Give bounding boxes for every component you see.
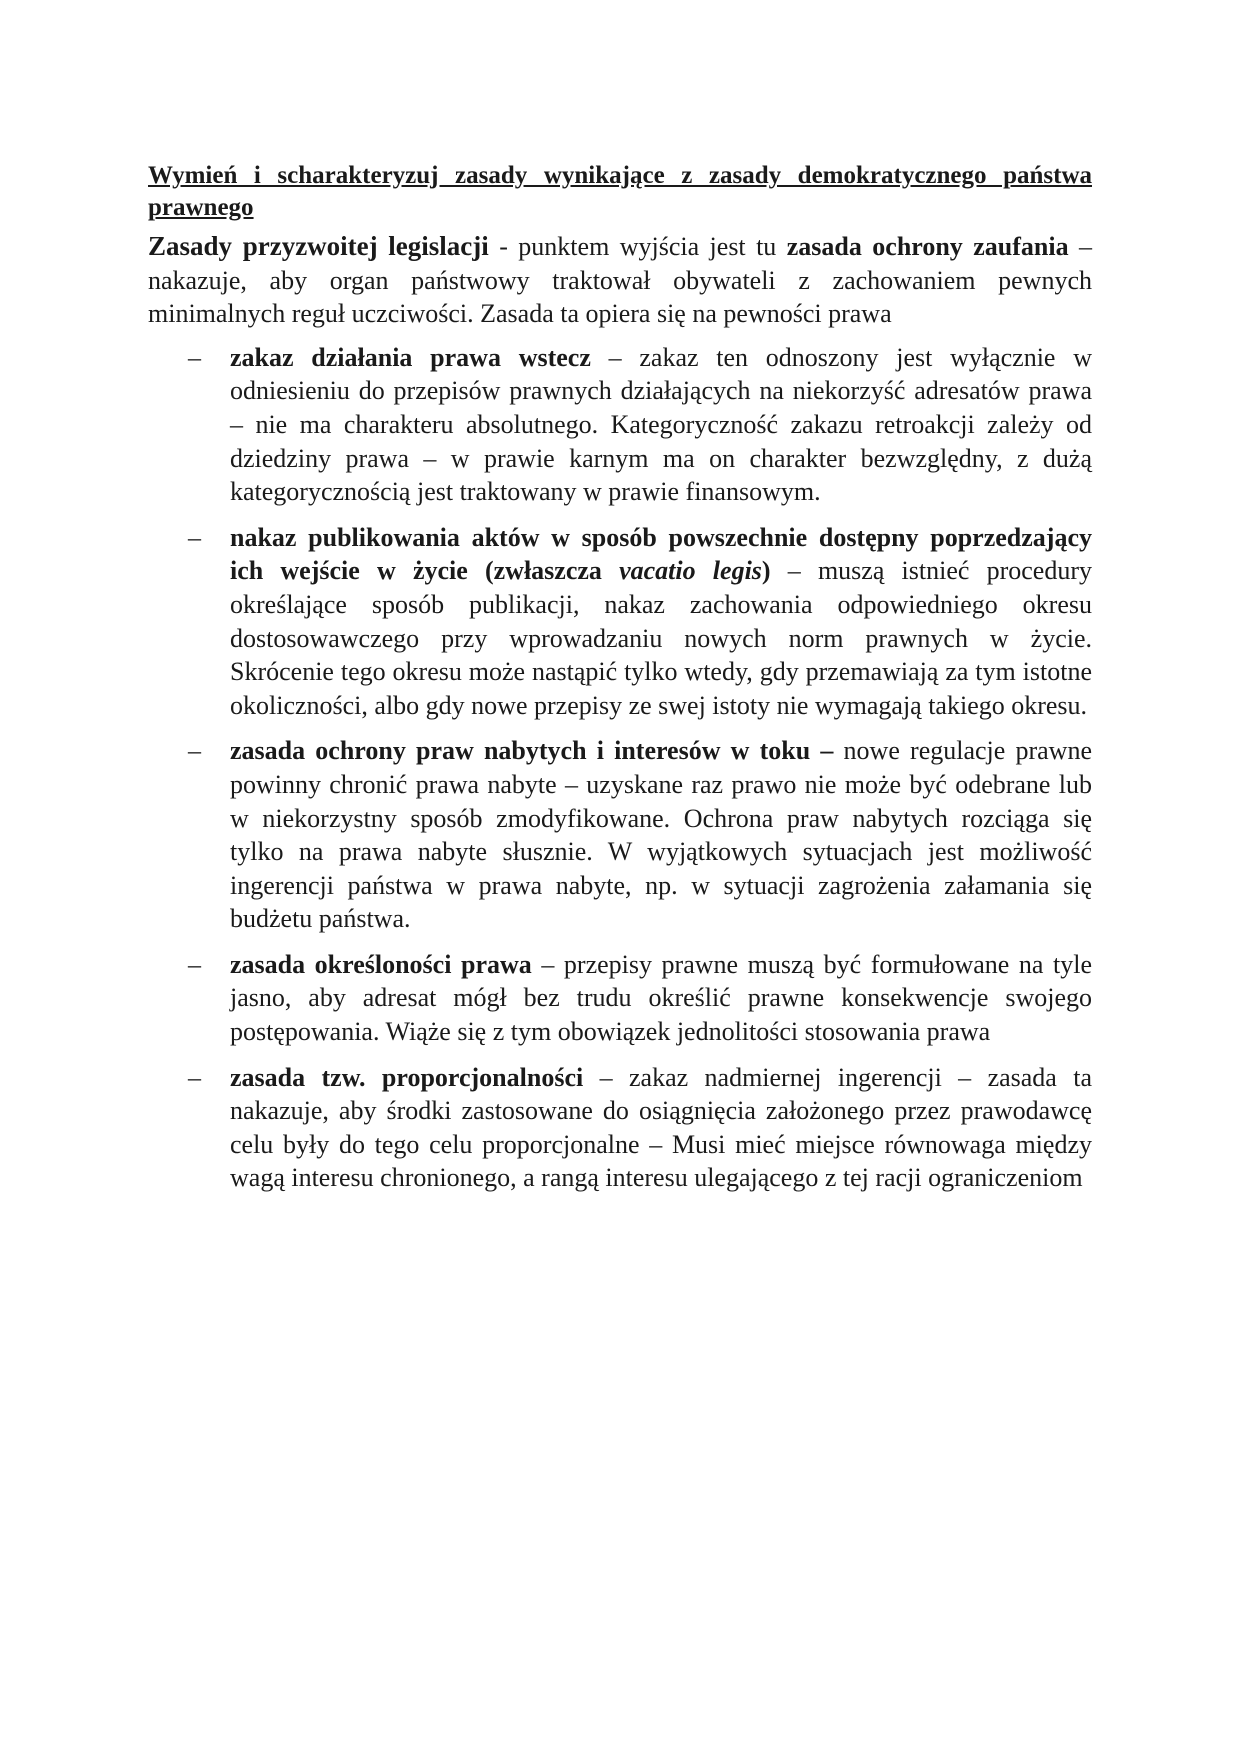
bullet-dash: – [188, 522, 201, 552]
intro-paragraph [148, 230, 1092, 331]
document-content [148, 160, 1092, 1207]
item-bold: zasada określoności prawa [230, 949, 532, 979]
item-bold: zasada tzw. proporcjonalności [230, 1062, 584, 1092]
item-text: – zakaz ten odnoszony jest wyłącznie w odniesieniu do przepisów prawnych działających na niekorzyść adresatów prawa – nie ma charakteru absolutnego. Kategoryczność zakazu retroakcji zależy od dziedziny prawa – w prawie karnym ma on charakter bezwzględny, z dużą kategorycznością jest traktowany w prawie finansowym. [230, 342, 1092, 507]
list-item [148, 948, 1092, 1049]
principles-list [148, 341, 1092, 1195]
bullet-dash: – [188, 1062, 201, 1092]
item-bold: nakaz publikowania aktów w sposób powszechnie dostępny poprzedzający ich wejście w życie (zwłaszcza [230, 522, 1092, 586]
document-heading: Wymień i scharakteryzuj zasady wynikające z zasady demokratycznego państwa prawnego [148, 162, 1092, 221]
item-text: nowe regulacje prawne powinny chronić prawa nabyte – uzyskane raz prawo nie może być odebrane lub w niekorzystny sposób zmodyfikowane. Ochrona praw nabytych rozciąga się tylko na prawa nabyte słusznie. W wyjątkowych sytuacjach jest możliwość ingerencji państwa w prawa nabyte, np. w sytuacji zagrożenia załamania się budżetu państwa. [230, 736, 1092, 934]
item-bold-italic: vacatio legis [619, 556, 762, 586]
intro-text-2: – nakazuje, aby organ państwowy traktował obywateli z zachowaniem pewnych minimalnych reguł uczciwości. Zasada ta opiera się na pewności prawa [148, 232, 1092, 329]
item-bold: zakaz działania prawa wstecz [230, 342, 591, 372]
bullet-dash: – [188, 949, 201, 979]
bullet-dash: – [188, 342, 201, 372]
item-text: – muszą istnieć procedury określające sposób publikacji, nakaz zachowania odpowiedniego okresu dostosowawczego przy wprowadzaniu nowych norm prawnych w życie. Skrócenie tego okresu może nastąpić tylko wtedy, gdy przemawiają za tym istotne okoliczności, albo gdy nowe przepisy ze swej istoty nie wymagają takiego okresu. [230, 556, 1093, 720]
bullet-dash: – [188, 736, 201, 766]
item-bold-after: ) [761, 556, 771, 586]
list-item [148, 1061, 1092, 1195]
list-item [148, 341, 1092, 509]
intro-lead: Zasady przyzwoitej legislacji [148, 231, 489, 261]
item-text: – przepisy prawne muszą być formułowane na tyle jasno, aby adresat mógł bez trudu określić prawne konsekwencje swojego postępowania. Wiąże się z tym obowiązek jednolitości stosowania prawa [230, 949, 1092, 1047]
list-item [148, 734, 1092, 936]
intro-text-1: - punktem wyjścia jest tu [488, 232, 787, 261]
list-item [148, 521, 1092, 723]
intro-bold-2: zasada ochrony zaufania [786, 232, 1069, 261]
item-bold: zasada ochrony praw nabytych i interesów w toku – [230, 736, 834, 766]
item-text: – zakaz nadmiernej ingerencji – zasada ta nakazuje, aby środki zastosowane do osiągnięcia założonego przez prawodawcę celu były do tego celu proporcjonalne – Musi mieć miejsce równowaga między wagą interesu chronionego, a rangą interesu ulegającego z tej racji ograniczeniom [230, 1062, 1092, 1193]
